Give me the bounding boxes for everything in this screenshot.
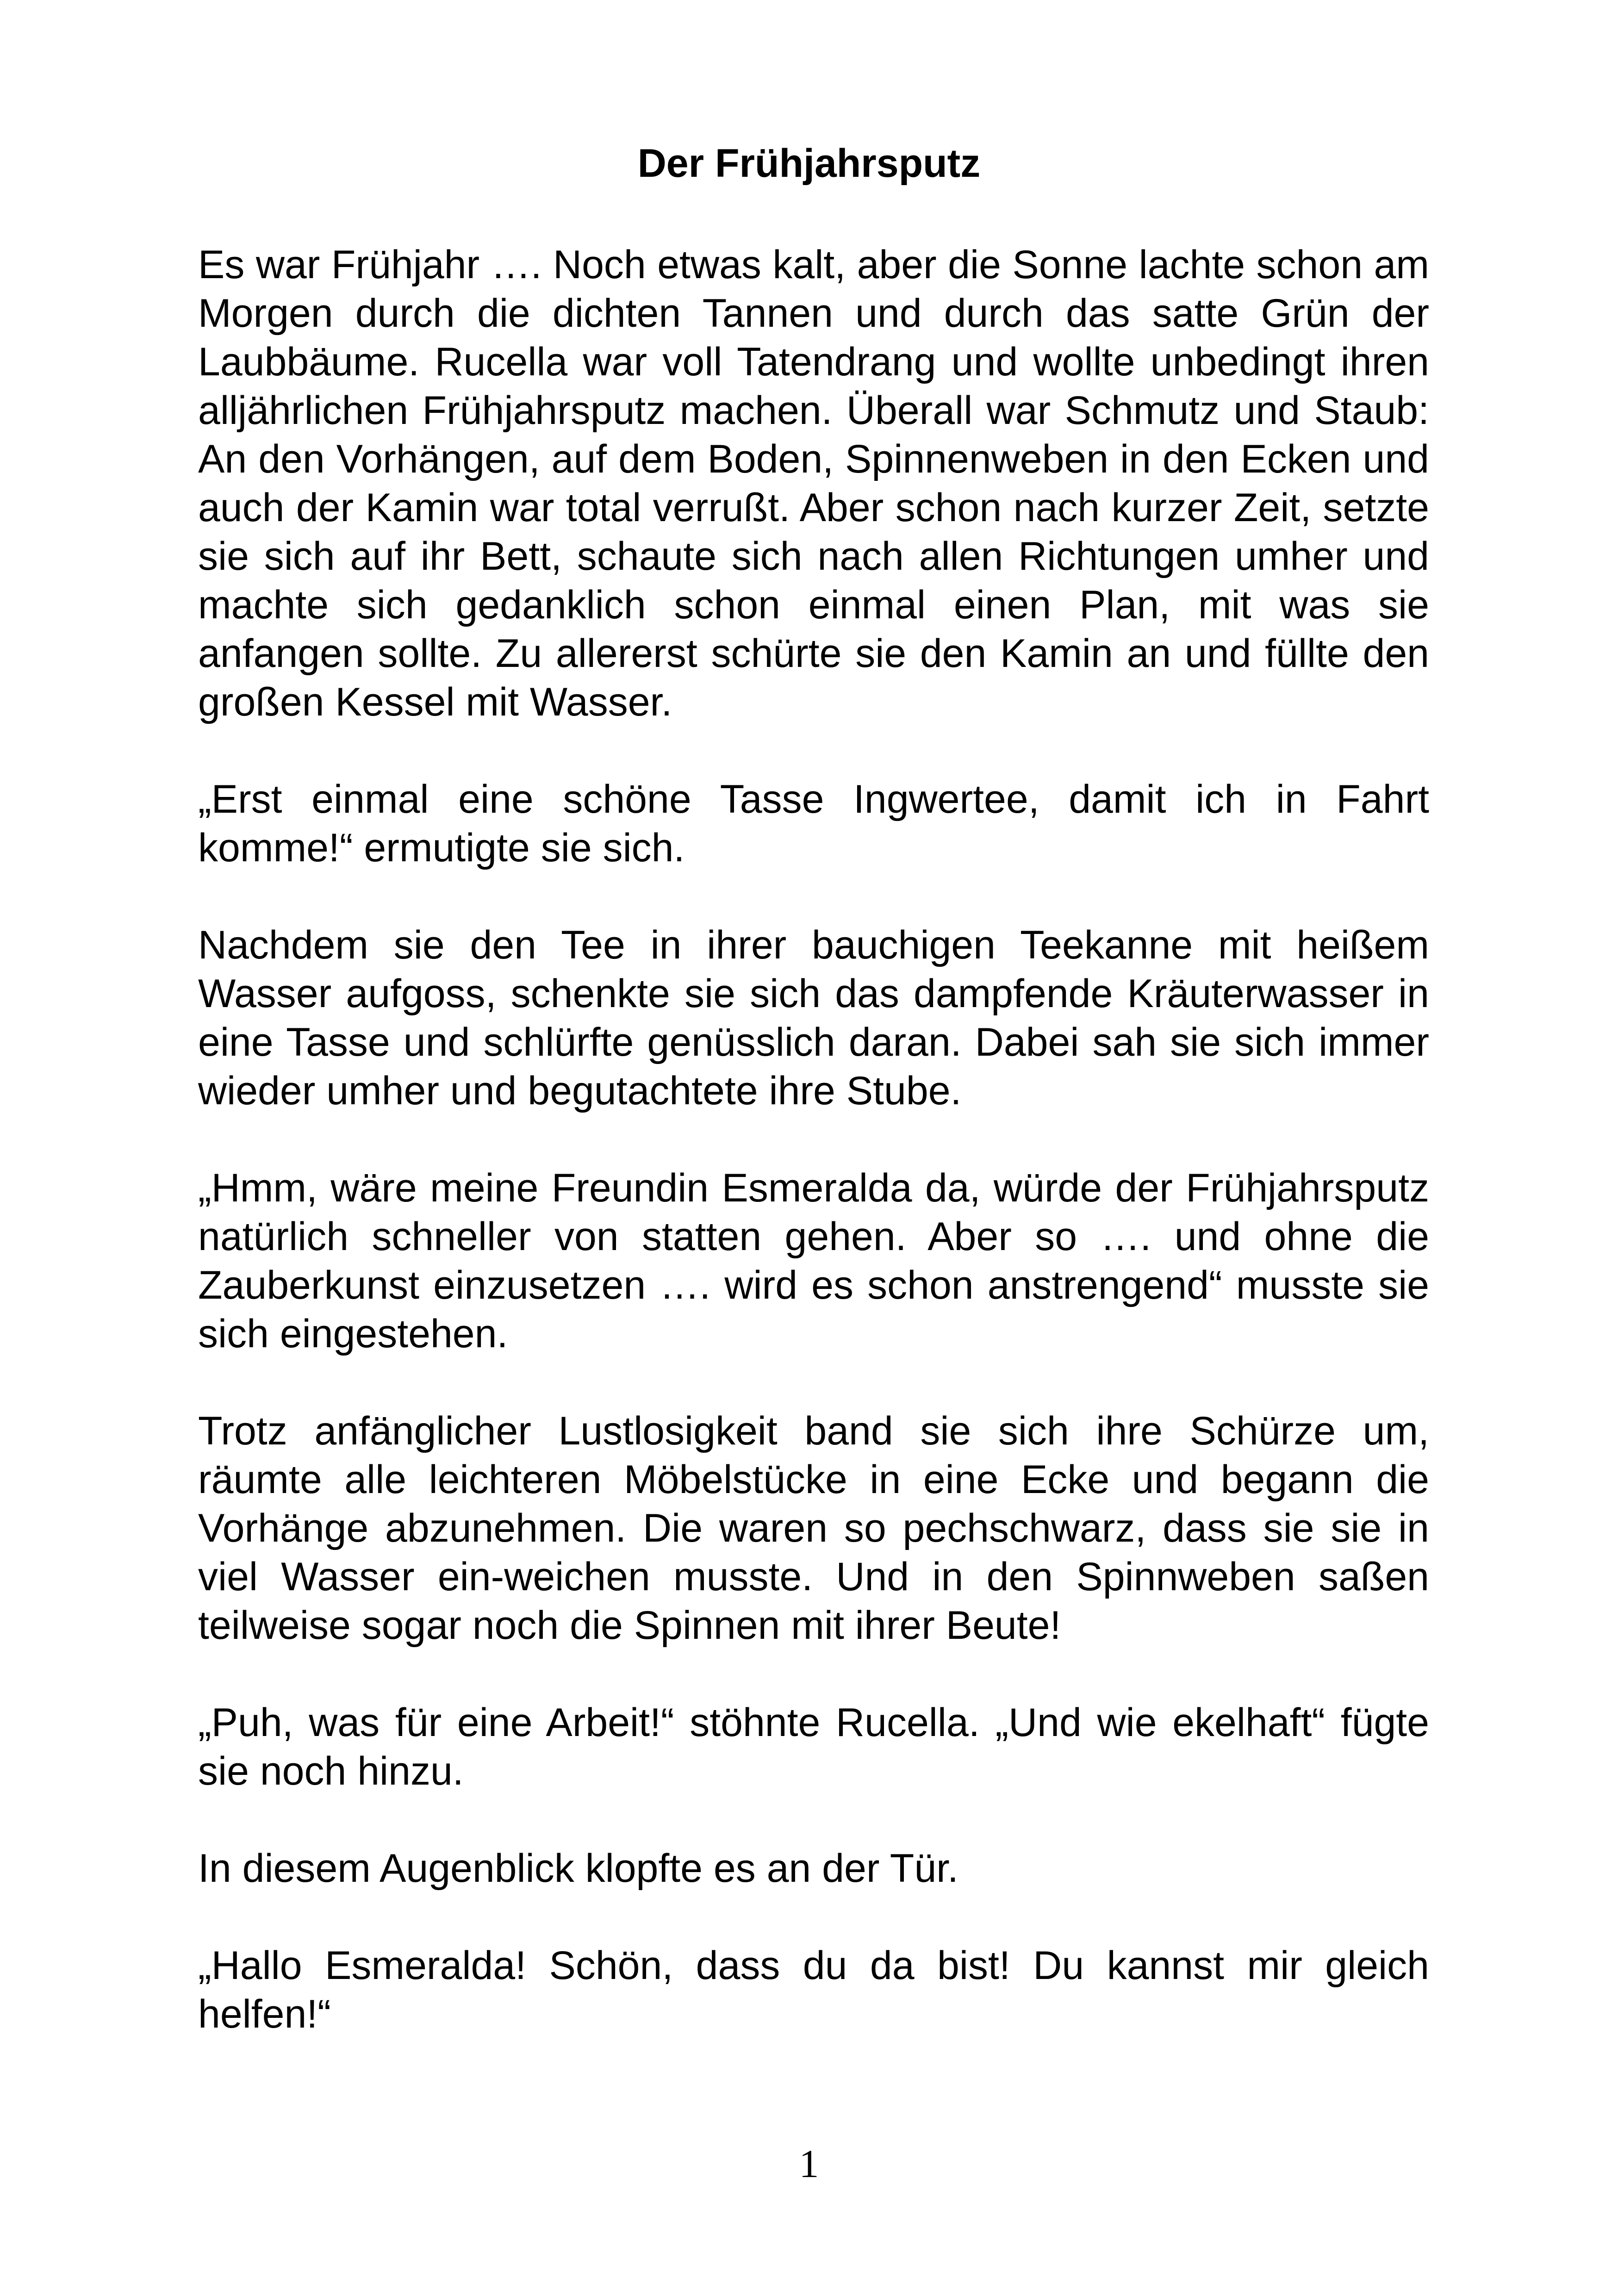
- paragraph-4: „Hmm, wäre meine Freundin Esmeralda da, würde der Frühjahrsputz natürlich schneller von statten gehen. Aber so …. und ohne die Zauberkunst einzusetzen …. wird es schon anstrengend“ musste sie sich eingestehen.: [198, 1166, 1429, 1356]
- paragraph-2: „Erst einmal eine schöne Tasse Ingwertee, damit ich in Fahrt komme!“ ermutigte sie sich.: [198, 777, 1429, 870]
- paragraph-1: Es war Frühjahr …. Noch etwas kalt, aber die Sonne lachte schon am Morgen durch die dichten Tannen und durch das satte Grün der Laubbäume. Rucella war voll Tatendrang und wollte unbedingt ihren alljährlichen Frühjahrsputz machen. Überall war Schmutz und Staub: An den Vorhängen, auf dem Boden, Spinnenweben in den Ecken und auch der Kamin war total verrußt. Aber schon nach kurzer Zeit, setzte sie sich auf ihr Bett, schaute sich nach allen Richtungen umher und machte sich gedanklich schon einmal einen Plan, mit was sie anfangen sollte. Zu allererst schürte sie den Kamin an und füllte den großen Kessel mit Wasser.: [198, 243, 1429, 724]
- paragraph-7: In diesem Augenblick klopfte es an der Tür.: [198, 1846, 958, 1891]
- story-body: [198, 241, 1429, 2087]
- paragraph-8: „Hallo Esmeralda! Schön, dass du da bist! Du kannst mir gleich helfen!“: [198, 1943, 1429, 2036]
- paragraph-6: „Puh, was für eine Arbeit!“ stöhnte Rucella. „Und wie ekelhaft“ fügte sie noch hinzu.: [198, 1700, 1429, 1793]
- page-number: 1: [799, 2141, 819, 2186]
- page-title: Der Frühjahrsputz: [637, 141, 981, 186]
- paragraph-5: Trotz anfänglicher Lustlosigkeit band sie sich ihre Schürze um, räumte alle leichteren Möbelstücke in eine Ecke und begann die Vorhänge abzunehmen. Die waren so pechschwarz, dass sie sie in viel Wasser ein-weichen musste. Und in den Spinnweben saßen teilweise sogar noch die Spinnen mit ihrer Beute!: [198, 1409, 1429, 1648]
- paragraph-3: Nachdem sie den Tee in ihrer bauchigen Teekanne mit heißem Wasser aufgoss, schenkte sie sich das dampfende Kräuterwasser in eine Tasse und schlürfte genüsslich daran. Dabei sah sie sich immer wieder umher und begutachtete ihre Stube.: [198, 923, 1429, 1113]
